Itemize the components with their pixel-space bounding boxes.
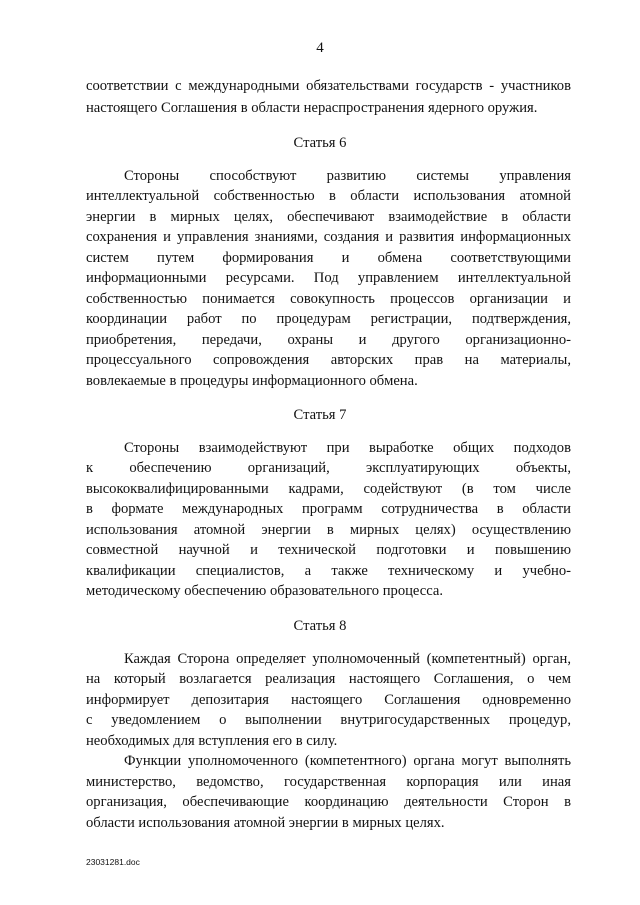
article-6-line: приобретения, передачи, охраны и другого организационно- [86, 332, 571, 348]
article-7-line: Стороны взаимодействуют при выработке общих подходов [124, 440, 571, 456]
article-6-line: информационными ресурсами. Под управлением интеллектуальной [86, 270, 571, 286]
article-7-line: квалификации специалистов, а также техническому и учебно- [86, 563, 571, 579]
article-8-line: на который возлагается реализация настоящего Соглашения, о чем [86, 671, 571, 687]
article-8-line: организация, обеспечивающие координацию деятельности Сторон в [86, 794, 571, 810]
article-7-line: в формате международных программ сотрудничества в области [86, 501, 571, 517]
article-6-line: координации работ по процедурам регистрации, подтверждения, [86, 311, 571, 327]
article-6-line: энергии в мирных целях, обеспечивают взаимодействие в области [86, 209, 571, 225]
article-8-line: необходимых для вступления его в силу. [86, 733, 338, 749]
article-8-line: Функции уполномоченного (компетентного) органа могут выполнять [124, 753, 571, 769]
article-8-heading: Статья 8 [293, 618, 347, 634]
article-7-line: использования атомной энергии в мирных целях) осуществлению [86, 522, 571, 538]
article-6-line: процессуального сопровождения авторских прав на материалы, [86, 352, 571, 368]
article-7-line: методическому обеспечению образовательного процесса. [86, 583, 444, 599]
page-number: 4 [316, 40, 324, 56]
article-6-line: интеллектуальной собственностью в области использования атомной [86, 188, 571, 204]
article-8-line: области использования атомной энергии в мирных целях. [86, 815, 445, 831]
article-6-line: Стороны способствуют развитию системы управления [124, 168, 571, 184]
article-8-line: информирует депозитария настоящего Соглашения одновременно [86, 692, 571, 708]
article-8-line: министерство, ведомство, государственная корпорация или иная [86, 774, 571, 790]
article-6-line: сохранения и управления знаниями, создания и развития информационных [86, 229, 571, 245]
article-6-heading: Статья 6 [293, 135, 347, 151]
article-7-heading: Статья 7 [293, 407, 347, 423]
footer-filename: 23031281.doc [86, 857, 140, 867]
article-7-line: к обеспечению организаций, эксплуатирующих объекты, [86, 460, 571, 476]
article-6-line: собственностью понимается совокупность процессов организации и [86, 291, 571, 307]
article-7-line: совместной научной и технической подготовки и повышению [86, 542, 571, 558]
article-8-line: Каждая Сторона определяет уполномоченный (компетентный) орган, [124, 651, 571, 667]
article-6-line: систем путем формирования и обмена соответствующими [86, 250, 571, 266]
article-6-line: вовлекаемые в процедуры информационного обмена. [86, 373, 418, 389]
intro-line: соответствии с международными обязательствами государств - участников [86, 78, 571, 94]
article-8-line: с уведомлением о выполнении внутригосударственных процедур, [86, 712, 571, 728]
article-7-line: высококвалифицированными кадрами, содействуют (в том числе [86, 481, 571, 497]
intro-line: настоящего Соглашения в области нераспространения ядерного оружия. [86, 100, 538, 116]
